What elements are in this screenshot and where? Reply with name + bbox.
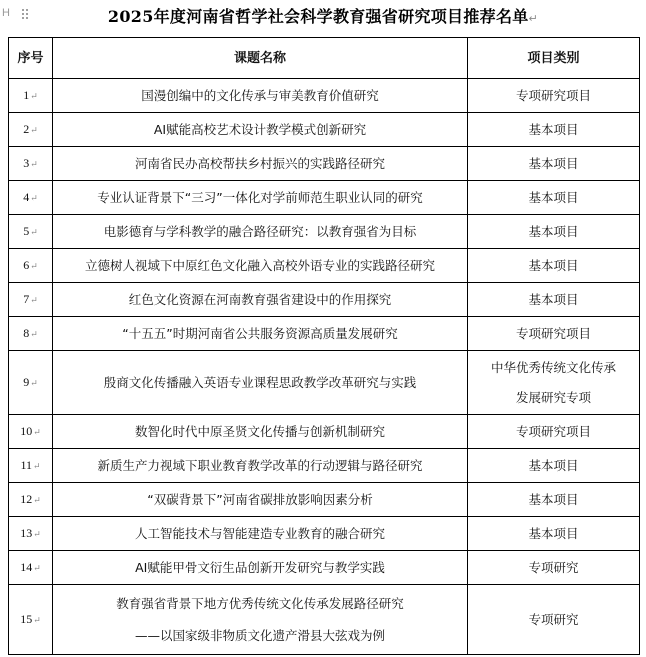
cell-index-text: 15 — [20, 611, 33, 626]
cell-end-mark-icon: ↵ — [30, 328, 38, 339]
cell-title[interactable] — [53, 449, 468, 483]
cell-category[interactable] — [468, 147, 640, 181]
table-header-row — [9, 38, 640, 79]
cell-title-line: 殷商文化传播融入英语专业课程思政教学改革研究与实践 — [103, 375, 417, 390]
cell-category[interactable] — [468, 283, 640, 317]
cell-end-mark-icon: ↵ — [30, 124, 38, 135]
cell-category[interactable] — [468, 351, 640, 415]
cell-title[interactable] — [53, 147, 468, 181]
cell-index[interactable] — [9, 147, 53, 181]
cell-title-line: AI赋能甲骨文衍生品创新开发研究与教学实践 — [135, 560, 385, 575]
cell-category-line: 专项研究 — [528, 612, 579, 627]
cell-title[interactable] — [53, 181, 468, 215]
cell-title-line: 红色文化资源在河南教育强省建设中的作用探究 — [128, 292, 392, 307]
cell-category[interactable] — [468, 415, 640, 449]
cell-end-mark-icon: ↵ — [30, 260, 38, 271]
cell-category-line: 基本项目 — [528, 258, 579, 273]
heading-style-marker: H — [2, 7, 10, 19]
cell-category-line: 基本项目 — [528, 190, 579, 205]
cell-category-line: 中华优秀传统文化传承 — [490, 359, 616, 375]
cell-end-mark-icon: ↵ — [30, 90, 38, 101]
cell-title[interactable] — [53, 283, 468, 317]
header-title[interactable]: 课题名称 — [53, 38, 468, 79]
cell-title[interactable] — [53, 249, 468, 283]
cell-category[interactable] — [468, 551, 640, 585]
header-category[interactable]: 项目类别 — [468, 38, 640, 79]
cell-index-text: 12 — [20, 491, 33, 506]
table-row — [9, 415, 640, 449]
cell-category-line: 发展研究专项 — [515, 389, 591, 405]
cell-title[interactable] — [53, 113, 468, 147]
cell-index-text: 9 — [23, 374, 30, 389]
table-row — [9, 147, 640, 181]
cell-end-mark-icon: ↵ — [30, 377, 38, 388]
cell-index-text: 10 — [20, 423, 33, 438]
cell-index-text: 14 — [20, 559, 33, 574]
cell-end-mark-icon: ↵ — [30, 192, 38, 203]
cell-end-mark-icon: ↵ — [30, 294, 38, 305]
cell-index[interactable] — [9, 585, 53, 655]
cell-end-mark-icon: ↵ — [33, 614, 41, 625]
cell-category-line: 基本项目 — [528, 292, 579, 307]
table-row — [9, 351, 640, 415]
cell-index-text: 4 — [23, 189, 30, 204]
cell-category-line: 基本项目 — [528, 122, 579, 137]
cell-category-line: 基本项目 — [528, 492, 579, 507]
cell-category-line: 专项研究项目 — [515, 326, 591, 341]
cell-title[interactable] — [53, 551, 468, 585]
cell-end-mark-icon: ↵ — [30, 226, 38, 237]
cell-index-text: 2 — [23, 121, 30, 136]
table-row — [9, 215, 640, 249]
cell-index[interactable] — [9, 249, 53, 283]
table-row — [9, 283, 640, 317]
cell-end-mark-icon: ↵ — [33, 426, 41, 437]
cell-end-mark-icon: ↵ — [33, 528, 41, 539]
cell-title-line: 教育强省背景下地方优秀传统文化传承发展路径研究 — [116, 595, 404, 611]
cell-category-line: 专项研究项目 — [515, 424, 591, 439]
cell-category[interactable] — [468, 249, 640, 283]
cell-title[interactable] — [53, 517, 468, 551]
cell-category-line: 基本项目 — [528, 224, 579, 239]
cell-index[interactable] — [9, 79, 53, 113]
cell-title-line: 河南省民办高校帮扶乡村振兴的实践路径研究 — [134, 156, 385, 171]
cell-category[interactable] — [468, 181, 640, 215]
cell-title[interactable] — [53, 585, 468, 655]
cell-category[interactable] — [468, 449, 640, 483]
cell-index[interactable] — [9, 181, 53, 215]
cell-category-line: 基本项目 — [528, 458, 579, 473]
cell-index[interactable] — [9, 351, 53, 415]
cell-index[interactable] — [9, 215, 53, 249]
table-row — [9, 79, 640, 113]
project-table — [8, 37, 640, 655]
cell-index-text: 8 — [23, 325, 30, 340]
cell-category-line: 专项研究 — [528, 560, 579, 575]
cell-end-mark-icon: ↵ — [33, 460, 41, 471]
cell-title[interactable] — [53, 317, 468, 351]
cell-index-text: 6 — [23, 257, 30, 272]
cell-title-line: 专业认证背景下“三习”一体化对学前师范生职业认同的研究 — [97, 190, 423, 205]
cell-title[interactable] — [53, 483, 468, 517]
cell-category[interactable] — [468, 585, 640, 655]
cell-title[interactable] — [53, 215, 468, 249]
cell-end-mark-icon: ↵ — [30, 158, 38, 169]
cell-title-line: 新质生产力视域下职业教育教学改革的行动逻辑与路径研究 — [97, 458, 423, 473]
cell-title-line: “双碳背景下”河南省碳排放影响因素分析 — [147, 492, 373, 507]
table-row — [9, 449, 640, 483]
cell-category[interactable] — [468, 215, 640, 249]
cell-index-text: 13 — [20, 525, 33, 540]
paragraph-mark-icon: ↵ — [528, 12, 539, 25]
cell-index[interactable] — [9, 517, 53, 551]
cell-title[interactable] — [53, 415, 468, 449]
cell-title-line: “十五五”时期河南省公共服务资源高质量发展研究 — [122, 326, 398, 341]
cell-title-line: 电影德育与学科教学的融合路径研究：以教育强省为目标 — [103, 224, 417, 239]
cell-title-line: 国漫创编中的文化传承与审美教育价值研究 — [141, 88, 379, 103]
cell-index-text: 7 — [23, 291, 30, 306]
cell-index[interactable] — [9, 113, 53, 147]
cell-title-line: 数智化时代中原圣贤文化传播与创新机制研究 — [134, 424, 385, 439]
table-row — [9, 517, 640, 551]
header-index[interactable]: 序号 — [9, 38, 53, 79]
document-title — [0, 4, 646, 27]
table-row — [9, 317, 640, 351]
cell-index-text: 1 — [23, 87, 30, 102]
cell-category[interactable] — [468, 483, 640, 517]
cell-end-mark-icon: ↵ — [33, 494, 41, 505]
cell-title-line: ——以国家级非物质文化遗产滑县大弦戏为例 — [134, 627, 385, 643]
cell-index[interactable] — [9, 283, 53, 317]
cell-category[interactable] — [468, 517, 640, 551]
cell-title-line: 人工智能技术与智能建造专业教育的融合研究 — [134, 526, 385, 541]
cell-index-text: 5 — [23, 223, 30, 238]
cell-title[interactable] — [53, 351, 468, 415]
cell-title-line: AI赋能高校艺术设计教学模式创新研究 — [153, 122, 367, 137]
cell-title[interactable] — [53, 79, 468, 113]
cell-index[interactable] — [9, 449, 53, 483]
cell-category[interactable] — [468, 113, 640, 147]
table-row — [9, 181, 640, 215]
cell-category[interactable] — [468, 317, 640, 351]
cell-category-line: 基本项目 — [528, 526, 579, 541]
table-row — [9, 551, 640, 585]
cell-index[interactable] — [9, 415, 53, 449]
cell-index-text: 11 — [20, 457, 32, 472]
cell-end-mark-icon: ↵ — [33, 562, 41, 573]
cell-index[interactable] — [9, 483, 53, 517]
table-row — [9, 585, 640, 655]
cell-index-text: 3 — [23, 155, 30, 170]
table-row — [9, 483, 640, 517]
cell-index[interactable] — [9, 317, 53, 351]
title-text: 2025年度河南省哲学社会科学教育强省研究项目推荐名单 — [107, 7, 529, 26]
cell-index[interactable] — [9, 551, 53, 585]
cell-title-line: 立德树人视域下中原红色文化融入高校外语专业的实践路径研究 — [84, 258, 435, 273]
cell-category-line: 专项研究项目 — [515, 88, 591, 103]
table-row — [9, 113, 640, 147]
table-row — [9, 249, 640, 283]
cell-category[interactable] — [468, 79, 640, 113]
cell-category-line: 基本项目 — [528, 156, 579, 171]
